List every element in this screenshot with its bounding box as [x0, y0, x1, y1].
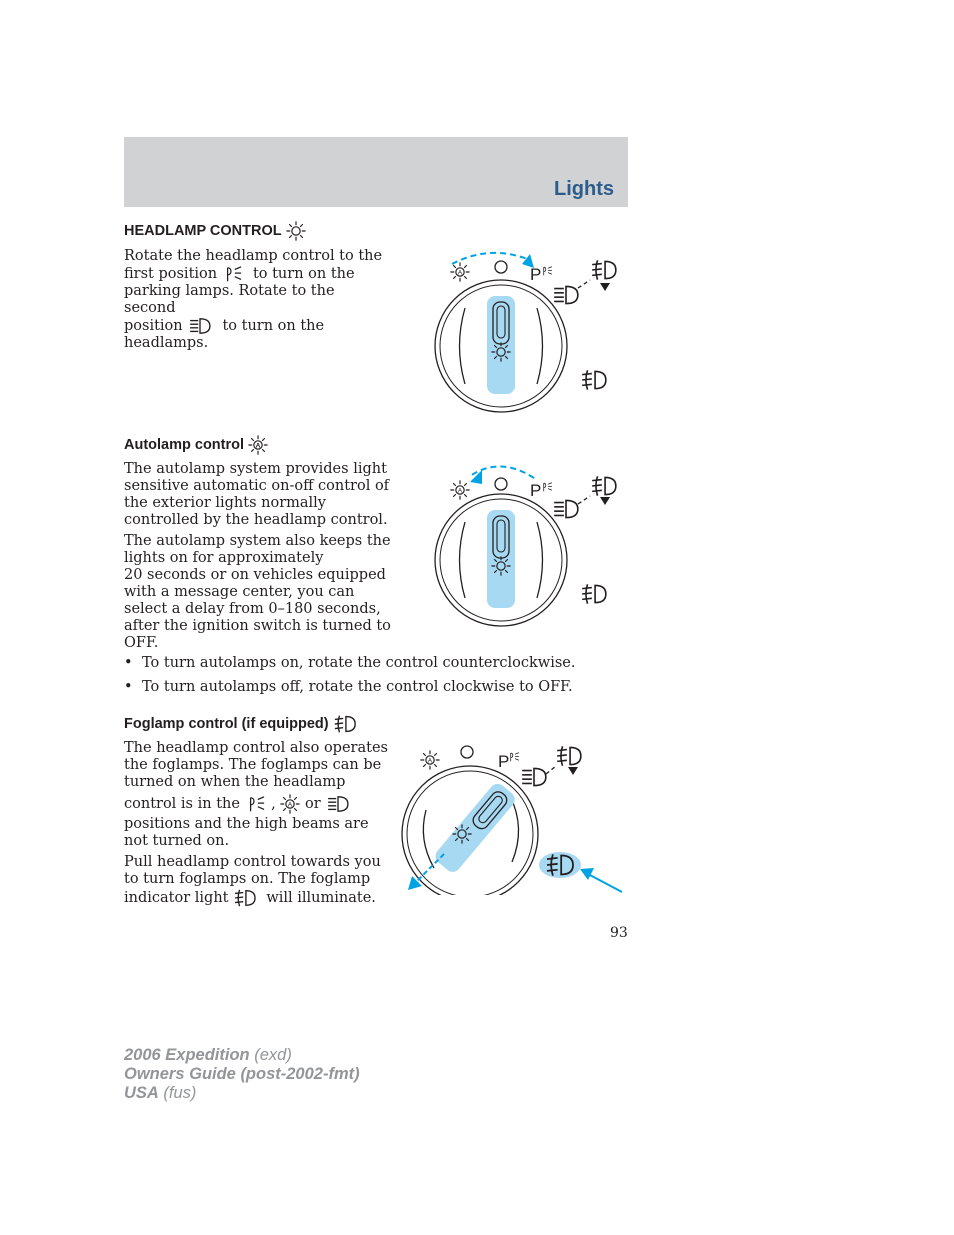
autolamp-paragraph-2: The autolamp system also keeps the lights on for approximately 20 seconds or on vehicles equipped with a message center, you can select a delay from 0–180 seconds, after the ignition switch is turned to OFF. — [124, 533, 391, 651]
auto-icon — [451, 263, 469, 281]
off-icon — [495, 478, 507, 490]
foglamp-paragraph-2: Pull headlamp control towards you to turn foglamps on. The foglamp indicator light will illuminate. — [124, 854, 381, 906]
footer: 2006 Expedition (exd) Owners Guide (post-2002-fmt) USA (fus) — [124, 1046, 360, 1102]
rotation-arrow — [452, 253, 530, 264]
header-band — [124, 137, 628, 207]
fog-icon — [592, 260, 616, 279]
foglamp-indicator-icon — [233, 888, 257, 908]
foglamp-paragraph-1: The headlamp control also operates the foglamps. The foglamps can be turned on when the headlamp control is in the , or positions and the high beams are not turned on. — [124, 740, 388, 849]
fog-position-icon — [582, 370, 606, 389]
auto-icon — [451, 481, 469, 499]
park-rays-icon — [511, 753, 519, 762]
headlamp-position-icon — [522, 768, 546, 785]
autolamp-icon — [248, 435, 268, 455]
park-rays-icon — [544, 267, 552, 276]
park-letter: P — [498, 752, 510, 771]
autolamp-paragraph-1: The autolamp system provides light sensitive automatic on-off control of the exterior lights normally controlled by the headlamp control. — [124, 461, 390, 528]
auto-icon — [280, 794, 300, 814]
autolamp-heading-text: Autolamp control — [124, 437, 245, 453]
headlamp-position-icon — [554, 286, 578, 303]
foglamp-icon — [333, 713, 357, 735]
list-item: • To turn autolamps off, rotate the control clockwise to OFF. — [124, 679, 573, 695]
page-number: 93 — [610, 925, 628, 941]
pull-arrow-icon — [600, 497, 610, 505]
list-item: • To turn autolamps on, rotate the control counterclockwise. — [124, 655, 576, 671]
pull-arrow-icon — [600, 283, 610, 291]
pull-arrow-icon — [568, 767, 578, 775]
fog-icon — [557, 746, 581, 765]
page-title: Lights — [554, 178, 614, 200]
foglamp-heading-text: Foglamp control (if equipped) — [124, 716, 329, 732]
fog-icon — [592, 476, 616, 495]
foglamp-dial-diagram — [400, 740, 630, 895]
headlamp-heading-text: HEADLAMP CONTROL — [124, 223, 282, 239]
park-rays-icon — [544, 483, 552, 492]
headlamp-paragraph: Rotate the headlamp control to the first position to turn on the parking lamps. Rotate to the second position to turn on the headlamps. — [124, 248, 383, 351]
autolamp-heading — [124, 435, 268, 455]
fog-position-icon — [582, 584, 606, 603]
autolamp-dial-diagram — [430, 460, 630, 628]
off-icon — [461, 746, 473, 758]
headlamp-position-icon — [554, 500, 578, 517]
park-letter: P — [530, 481, 542, 500]
foglamp-heading — [124, 713, 357, 735]
headlamp-sun-icon — [286, 221, 306, 241]
headlamp-icon — [325, 795, 351, 813]
parking-lamp-icon — [222, 265, 244, 283]
indicator-pointer-arrow — [588, 874, 622, 892]
park-letter: P — [530, 265, 542, 284]
parking-lamp-icon — [245, 795, 267, 813]
indicator-pointer-arrow-head — [580, 868, 594, 880]
off-icon — [495, 261, 507, 273]
headlamp-dial-diagram — [430, 248, 630, 416]
auto-icon — [421, 751, 439, 769]
headlamp-icon — [187, 317, 213, 335]
fog-indicator-highlight — [539, 852, 581, 878]
headlamp-heading — [124, 221, 306, 241]
